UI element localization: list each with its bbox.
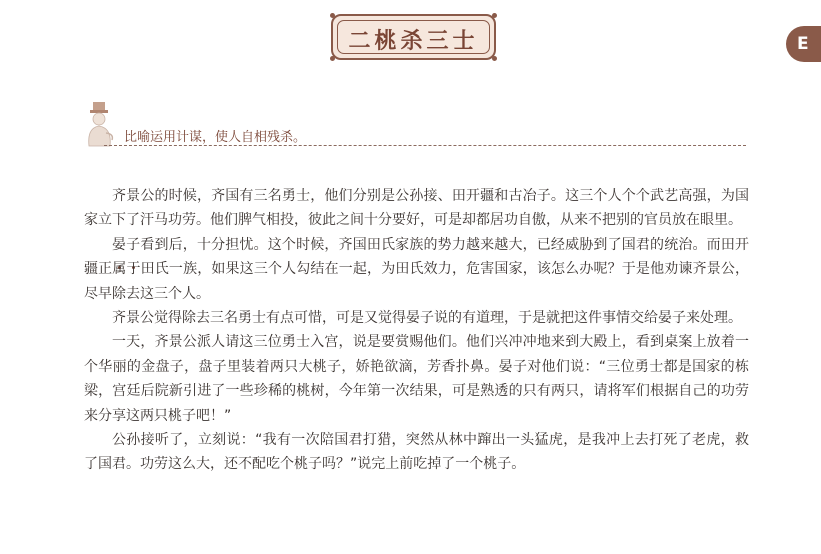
idiom-meaning: 比喻运用计谋，使人自相残杀。 — [124, 130, 307, 145]
page-title: 二桃杀三士 — [348, 29, 479, 54]
story-paragraph: 晏子看到后，十分担忧。这个时候，齐国田氏家族的势力越来越大，已经威胁到了国君的统治。而田开疆正属于田氏一族，如果这三个人勾结在一起，为田氏效力，危害国家，该怎么办呢？于是他劝谏齐景公，尽早除去这三个人。 — [84, 236, 749, 302]
plaque-corner-ornament — [492, 56, 497, 61]
plaque-corner-ornament — [330, 56, 335, 61]
story-paragraph: 齐景公觉得除去三名勇士有点可惜，可是又觉得晏子说的有道理，于是就把这件事情交给晏子来处理。 — [112, 310, 742, 327]
title-plaque — [331, 14, 496, 60]
story-paragraph: 一天，齐景公派人请这三位勇士入宫，说是要赏赐他们。他们兴冲冲地来到大殿上，看到桌案上放着一个华丽的金盘子，盘子里装着两只大桃子，娇艳欲滴，芳香扑鼻。晏子对他们说：“三位勇士都是国家的栋梁，宫廷后院新引进了一些珍稀的桃树，今年第一次结果，可是熟透的只有两只，请将军们根据自己的功劳来分享这两只桃子吧！” — [84, 334, 749, 424]
dashed-divider — [104, 145, 746, 146]
plaque-corner-ornament — [330, 13, 335, 18]
plaque-corner-ornament — [492, 13, 497, 18]
story-paragraph: 齐景公的时候，齐国有三名勇士，他们分别是公孙接、田开疆和古冶子。这三个人个个武艺高强，为国家立下了汗马功劳。他们脾气相投，彼此之间十分要好，可是却都居功自傲，从来不把别的官员放在眼里。 — [84, 188, 749, 229]
scholar-figure-icon — [84, 100, 120, 148]
story-body — [84, 184, 749, 477]
story-paragraph: 公孙接听了，立刻说：“我有一次陪国君打猎，突然从林中蹿出一头猛虎，是我冲上去打死了老虎，救了国君。功劳这么大，还不配吃个桃子吗？”说完上前吃掉了一个桃子。 — [84, 432, 749, 473]
section-badge: E — [786, 26, 821, 62]
